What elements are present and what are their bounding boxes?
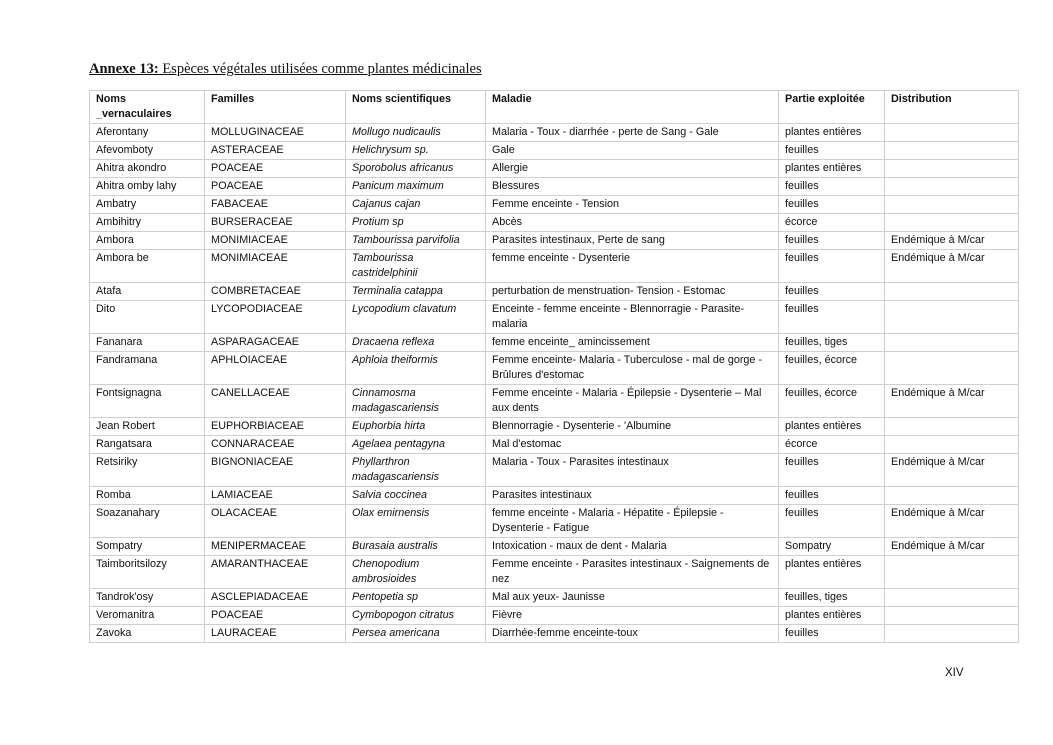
distribution-cell — [885, 436, 1019, 454]
scientific-name-cell: Panicum maximum — [346, 178, 486, 196]
plant-part-cell: feuilles, écorce — [779, 352, 885, 385]
disease-cell: Diarrhée-femme enceinte-toux — [486, 625, 779, 643]
plant-part-cell: feuilles — [779, 178, 885, 196]
plant-part-cell: écorce — [779, 436, 885, 454]
family-cell: MOLLUGINACEAE — [205, 124, 346, 142]
disease-cell: Femme enceinte - Tension — [486, 196, 779, 214]
family-cell: CANELLACEAE — [205, 385, 346, 418]
disease-cell: Malaria - Toux - Parasites intestinaux — [486, 454, 779, 487]
disease-cell: femme enceinte - Malaria - Hépatite - Épilepsie - Dysenterie - Fatigue — [486, 505, 779, 538]
scientific-name-cell: Tambourissa castridelphinii — [346, 250, 486, 283]
distribution-cell — [885, 607, 1019, 625]
disease-cell: Abcès — [486, 214, 779, 232]
table-row — [90, 418, 1019, 436]
disease-cell: Parasites intestinaux — [486, 487, 779, 505]
distribution-cell — [885, 142, 1019, 160]
vernacular-name-cell: Aferontany — [90, 124, 205, 142]
scientific-name-cell: Agelaea pentagyna — [346, 436, 486, 454]
distribution-cell — [885, 214, 1019, 232]
family-cell: POACEAE — [205, 178, 346, 196]
disease-cell: Malaria - Toux - diarrhée - perte de Sang - Gale — [486, 124, 779, 142]
header-scientific-name: Noms scientifiques — [346, 91, 486, 124]
scientific-name-cell: Pentopetia sp — [346, 589, 486, 607]
distribution-cell: Endémique à M/car — [885, 250, 1019, 283]
plant-part-cell: feuilles — [779, 505, 885, 538]
vernacular-name-cell: Soazanahary — [90, 505, 205, 538]
distribution-cell — [885, 625, 1019, 643]
distribution-cell: Endémique à M/car — [885, 385, 1019, 418]
scientific-name-cell: Cinnamosma madagascariensis — [346, 385, 486, 418]
table-row — [90, 283, 1019, 301]
family-cell: LAMIACEAE — [205, 487, 346, 505]
vernacular-name-cell: Zavoka — [90, 625, 205, 643]
distribution-cell — [885, 487, 1019, 505]
plant-part-cell: feuilles, tiges — [779, 334, 885, 352]
scientific-name-cell: Sporobolus africanus — [346, 160, 486, 178]
table-body — [90, 124, 1019, 643]
disease-cell: Blessures — [486, 178, 779, 196]
table-row — [90, 124, 1019, 142]
header-family: Familles — [205, 91, 346, 124]
vernacular-name-cell: Ambora — [90, 232, 205, 250]
disease-cell: Fièvre — [486, 607, 779, 625]
vernacular-name-cell: Ambora be — [90, 250, 205, 283]
scientific-name-cell: Lycopodium clavatum — [346, 301, 486, 334]
disease-cell: Femme enceinte - Parasites intestinaux - Saignements de nez — [486, 556, 779, 589]
scientific-name-cell: Tambourissa parvifolia — [346, 232, 486, 250]
scientific-name-cell: Dracaena reflexa — [346, 334, 486, 352]
disease-cell: femme enceinte_ amincissement — [486, 334, 779, 352]
plant-part-cell: feuilles — [779, 250, 885, 283]
table-row — [90, 196, 1019, 214]
table-row — [90, 385, 1019, 418]
scientific-name-cell: Euphorbia hirta — [346, 418, 486, 436]
family-cell: ASCLEPIADACEAE — [205, 589, 346, 607]
family-cell: AMARANTHACEAE — [205, 556, 346, 589]
family-cell: OLACACEAE — [205, 505, 346, 538]
plant-part-cell: Sompatry — [779, 538, 885, 556]
table-row — [90, 589, 1019, 607]
table-row — [90, 250, 1019, 283]
header-vernacular-name: Noms _vernaculaires — [90, 91, 205, 124]
disease-cell: Mal d'estomac — [486, 436, 779, 454]
family-cell: ASTERACEAE — [205, 142, 346, 160]
vernacular-name-cell: Sompatry — [90, 538, 205, 556]
distribution-cell — [885, 301, 1019, 334]
scientific-name-cell: Burasaia australis — [346, 538, 486, 556]
distribution-cell: Endémique à M/car — [885, 232, 1019, 250]
plant-part-cell: feuilles, tiges — [779, 589, 885, 607]
family-cell: BURSERACEAE — [205, 214, 346, 232]
distribution-cell — [885, 556, 1019, 589]
family-cell: COMBRETACEAE — [205, 283, 346, 301]
scientific-name-cell: Persea americana — [346, 625, 486, 643]
vernacular-name-cell: Fandramana — [90, 352, 205, 385]
plant-part-cell: écorce — [779, 214, 885, 232]
plant-part-cell: feuilles — [779, 301, 885, 334]
table-row — [90, 538, 1019, 556]
scientific-name-cell: Cymbopogon citratus — [346, 607, 486, 625]
family-cell: MONIMIACEAE — [205, 250, 346, 283]
family-cell: LAURACEAE — [205, 625, 346, 643]
disease-cell: Parasites intestinaux, Perte de sang — [486, 232, 779, 250]
family-cell: LYCOPODIACEAE — [205, 301, 346, 334]
vernacular-name-cell: Rangatsara — [90, 436, 205, 454]
distribution-cell — [885, 178, 1019, 196]
plant-part-cell: feuilles, écorce — [779, 385, 885, 418]
vernacular-name-cell: Dito — [90, 301, 205, 334]
distribution-cell: Endémique à M/car — [885, 505, 1019, 538]
vernacular-name-cell: Tandrok'osy — [90, 589, 205, 607]
scientific-name-cell: Terminalia catappa — [346, 283, 486, 301]
vernacular-name-cell: Veromanitra — [90, 607, 205, 625]
vernacular-name-cell: Jean Robert — [90, 418, 205, 436]
annex-label: Annexe 13: — [89, 61, 159, 77]
scientific-name-cell: Salvia coccinea — [346, 487, 486, 505]
family-cell: EUPHORBIACEAE — [205, 418, 346, 436]
disease-cell: Mal aux yeux- Jaunisse — [486, 589, 779, 607]
plant-part-cell: plantes entières — [779, 160, 885, 178]
table-header-row — [90, 91, 1019, 124]
family-cell: CONNARACEAE — [205, 436, 346, 454]
disease-cell: Allergie — [486, 160, 779, 178]
disease-cell: femme enceinte - Dysenterie — [486, 250, 779, 283]
plant-part-cell: feuilles — [779, 283, 885, 301]
header-distribution: Distribution — [885, 91, 1019, 124]
scientific-name-cell: Olax emirnensis — [346, 505, 486, 538]
plant-part-cell: feuilles — [779, 142, 885, 160]
vernacular-name-cell: Ambatry — [90, 196, 205, 214]
disease-cell: Gale — [486, 142, 779, 160]
family-cell: MONIMIACEAE — [205, 232, 346, 250]
vernacular-name-cell: Atafa — [90, 283, 205, 301]
family-cell: BIGNONIACEAE — [205, 454, 346, 487]
vernacular-name-cell: Ahitra akondro — [90, 160, 205, 178]
table-row — [90, 232, 1019, 250]
medicinal-plants-table — [89, 90, 1019, 643]
vernacular-name-cell: Afevomboty — [90, 142, 205, 160]
table-row — [90, 178, 1019, 196]
table-row — [90, 556, 1019, 589]
plant-part-cell: plantes entières — [779, 607, 885, 625]
disease-cell: perturbation de menstruation- Tension - Estomac — [486, 283, 779, 301]
table-row — [90, 352, 1019, 385]
disease-cell: Blennorragie - Dysenterie - 'Albumine — [486, 418, 779, 436]
table-row — [90, 301, 1019, 334]
distribution-cell — [885, 160, 1019, 178]
distribution-cell — [885, 283, 1019, 301]
distribution-cell — [885, 352, 1019, 385]
family-cell: MENIPERMACEAE — [205, 538, 346, 556]
header-plant-part: Partie exploitée — [779, 91, 885, 124]
table-row — [90, 160, 1019, 178]
distribution-cell — [885, 334, 1019, 352]
table-row — [90, 436, 1019, 454]
table-row — [90, 487, 1019, 505]
annex-title-text: Espèces végétales utilisées comme plantes médicinales — [158, 61, 482, 77]
table-row — [90, 214, 1019, 232]
header-disease: Maladie — [486, 91, 779, 124]
distribution-cell — [885, 196, 1019, 214]
plant-part-cell: plantes entières — [779, 556, 885, 589]
vernacular-name-cell: Taimboritsilozy — [90, 556, 205, 589]
family-cell: APHLOIACEAE — [205, 352, 346, 385]
distribution-cell — [885, 124, 1019, 142]
scientific-name-cell: Mollugo nudicaulis — [346, 124, 486, 142]
scientific-name-cell: Cajanus cajan — [346, 196, 486, 214]
table-row — [90, 505, 1019, 538]
table-row — [90, 142, 1019, 160]
distribution-cell: Endémique à M/car — [885, 454, 1019, 487]
disease-cell: Intoxication - maux de dent - Malaria — [486, 538, 779, 556]
plant-part-cell: feuilles — [779, 196, 885, 214]
vernacular-name-cell: Fananara — [90, 334, 205, 352]
scientific-name-cell: Helichrysum sp. — [346, 142, 486, 160]
page-title — [89, 61, 482, 78]
distribution-cell — [885, 589, 1019, 607]
family-cell: POACEAE — [205, 160, 346, 178]
family-cell: POACEAE — [205, 607, 346, 625]
family-cell: ASPARAGACEAE — [205, 334, 346, 352]
plant-part-cell: plantes entières — [779, 418, 885, 436]
table-row — [90, 625, 1019, 643]
plant-part-cell: feuilles — [779, 625, 885, 643]
vernacular-name-cell: Ambihitry — [90, 214, 205, 232]
plant-part-cell: feuilles — [779, 454, 885, 487]
table-row — [90, 334, 1019, 352]
plant-part-cell: feuilles — [779, 232, 885, 250]
disease-cell: Femme enceinte- Malaria - Tuberculose - mal de gorge - Brûlures d'estomac — [486, 352, 779, 385]
plant-part-cell: plantes entières — [779, 124, 885, 142]
vernacular-name-cell: Retsiriky — [90, 454, 205, 487]
disease-cell: Enceinte - femme enceinte - Blennorragie - Parasite-malaria — [486, 301, 779, 334]
disease-cell: Femme enceinte - Malaria - Épilepsie - Dysenterie – Mal aux dents — [486, 385, 779, 418]
scientific-name-cell: Aphloia theiformis — [346, 352, 486, 385]
distribution-cell: Endémique à M/car — [885, 538, 1019, 556]
vernacular-name-cell: Ahitra omby lahy — [90, 178, 205, 196]
page-number: XIV — [945, 667, 964, 679]
scientific-name-cell: Protium sp — [346, 214, 486, 232]
scientific-name-cell: Chenopodium ambrosioides — [346, 556, 486, 589]
plant-part-cell: feuilles — [779, 487, 885, 505]
family-cell: FABACEAE — [205, 196, 346, 214]
scientific-name-cell: Phyllarthron madagascariensis — [346, 454, 486, 487]
table-row — [90, 454, 1019, 487]
vernacular-name-cell: Romba — [90, 487, 205, 505]
distribution-cell — [885, 418, 1019, 436]
table-row — [90, 607, 1019, 625]
vernacular-name-cell: Fontsignagna — [90, 385, 205, 418]
